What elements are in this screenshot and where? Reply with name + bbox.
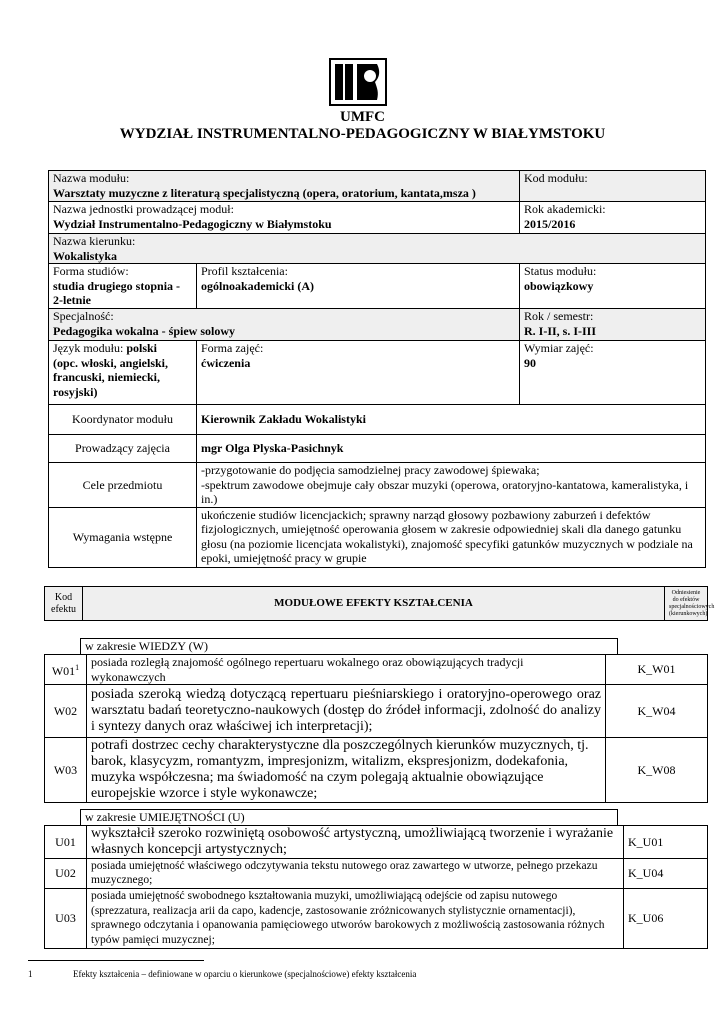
wiedza-text: potrafi dostrzec cechy charakterystyczne dla poszczególnych kierunków muzycznych, tj. barok, klasycyzm, romantyzm, impresjonizm, witalizm, ekspresjonizm, dodekafonia, muzyka współczesna; ma świadomość na czym polegają aktualnie obowiązujące europejskie wzorce i style wykonawcze; <box>87 738 606 803</box>
odniesienie-header: Odniesienie do efektów specjalnościowych (kierunkowych) <box>665 587 708 621</box>
footnote-separator <box>28 960 204 961</box>
wiedza-code-cell <box>45 655 87 685</box>
jednostka-cell <box>49 202 520 234</box>
kierunek-cell <box>49 234 706 264</box>
kod-efektu-header: Kod efektu <box>45 587 83 621</box>
jednostka-label: Nazwa jednostki prowadzącej moduł: <box>53 202 234 216</box>
koordynator-label: Koordynator modułu <box>49 405 197 435</box>
forma-studiow-cell <box>49 264 197 309</box>
wiedza-section-label: w zakresie WIEDZY (W) <box>80 638 618 654</box>
jednostka-value: Wydział Instrumentalno-Pedagogiczny w Białymstoku <box>53 216 332 231</box>
wiedza-code: W03 <box>45 738 87 803</box>
jezyk-value: polski <box>126 341 158 355</box>
rok-akademicki-label: Rok akademicki: <box>524 202 606 216</box>
forma-zajec-cell <box>197 341 520 405</box>
footnote-marker: 1 <box>28 969 33 979</box>
wiedza-code: W02 <box>45 685 87 738</box>
umiejetnosci-ref: K_U04 <box>624 859 708 889</box>
wiedza-ref: K_W08 <box>606 738 708 803</box>
wiedza-ref: K_W01 <box>606 655 708 685</box>
wiedza-code: W01 <box>51 663 76 678</box>
jezyk-note: (opc. włoski, angielski, francuski, niemiecki, rosyjski) <box>53 355 169 399</box>
umiejetnosci-text: posiada umiejętność właściwego odczytywania tekstu nutowego oraz zawartego w utworze, pełnego przekazu muzycznego; <box>87 859 624 889</box>
kierunek-label: Nazwa kierunku: <box>53 234 136 248</box>
koordynator-value: Kierownik Zakładu Wokalistyki <box>197 405 706 435</box>
wymagania-value: ukończenie studiów licencjackich; sprawny narząd głosowy pozbawiony zaburzeń i defektów fizjologicznych, umiejętność operowania głosem w zakresie odpowiedniej skali dla danego gatunku głosu (na poziomie licencjata wokalistyki), znajomość specyfiki gatunków muzycznych w podziale na epoki, umiejętność pracy w grupie <box>197 507 706 567</box>
rok-semestr-cell <box>520 309 706 341</box>
footnote-text: Efekty kształcenia – definiowane w oparciu o kierunkowe (specjalnościowe) efekty kształcenia <box>73 969 417 979</box>
wymiar-cell <box>520 341 706 405</box>
umiejetnosci-code: U02 <box>45 859 87 889</box>
header-line-1: UMFC <box>340 109 385 125</box>
umiejetnosci-ref: K_U01 <box>624 826 708 859</box>
wiedza-table <box>44 654 708 803</box>
forma-zajec-label: Forma zajęć: <box>201 341 264 355</box>
umiejetnosci-code: U01 <box>45 826 87 859</box>
umiejetnosci-section-label: w zakresie UMIEJĘTNOŚCI (U) <box>80 809 618 825</box>
forma-studiow-value: studia drugiego stopnia - 2-letnie <box>53 278 181 307</box>
profil-value: ogólnoakademicki (A) <box>201 278 315 293</box>
status-value: obowiązkowy <box>524 278 594 293</box>
umiejetnosci-table <box>44 825 708 949</box>
header-line-2: WYDZIAŁ INSTRUMENTALNO-PEDAGOGICZNY W BIAŁYMSTOKU <box>119 126 606 142</box>
wiedza-text: posiada szeroką wiedzą dotyczącą repertuaru pieśniarskiego i oratoryjno-operowego oraz warsztatu badań teoretyczno-naukowych (dostęp do źródeł informacji, zdolność do analizy i syntezy danych oraz właściwej ich interpretacji); <box>87 685 606 738</box>
profil-cell <box>197 264 520 309</box>
nazwa-modulu-cell <box>49 171 520 202</box>
nazwa-modulu-value: Warsztaty muzyczne z literaturą specjalistyczną (opera, oratorium, kantata,msza ) <box>53 185 476 200</box>
footnote <box>28 969 708 980</box>
wymagania-label: Wymagania wstępne <box>49 507 197 567</box>
forma-zajec-value: ćwiczenia <box>201 355 251 370</box>
module-info-table <box>48 170 706 568</box>
umfc-logo <box>329 58 387 106</box>
rok-akademicki-cell <box>520 202 706 234</box>
umfc-profile-logo-icon <box>329 58 387 106</box>
wymiar-label: Wymiar zajęć: <box>524 341 594 355</box>
specjalnosc-value: Pedagogika wokalna - śpiew solowy <box>53 323 236 338</box>
efekty-header-table <box>44 586 715 621</box>
specjalnosc-label: Specjalność: <box>53 309 114 323</box>
status-cell <box>520 264 706 309</box>
cele-label: Cele przedmiotu <box>49 463 197 508</box>
umiejetnosci-text: wykształcił szeroko rozwiniętą osobowość artystyczną, umożliwiającą tworzenie i wyrażanie własnych koncepcji artystycznych; <box>87 826 624 859</box>
footnote-ref: 1 <box>75 662 80 672</box>
profil-label: Profil kształcenia: <box>201 264 288 278</box>
rok-semestr-label: Rok / semestr: <box>524 309 594 323</box>
kod-modulu-cell <box>520 171 706 202</box>
specjalnosc-cell <box>49 309 520 341</box>
rok-akademicki-value: 2015/2016 <box>524 216 576 231</box>
prowadzacy-value: mgr Olga Plyska-Pasichnyk <box>197 435 706 463</box>
jezyk-cell <box>49 341 197 405</box>
jezyk-label: Język modułu: <box>53 341 124 355</box>
forma-studiow-label: Forma studiów: <box>53 264 129 278</box>
wymiar-value: 90 <box>524 355 536 370</box>
umiejetnosci-text: posiada umiejętność swobodnego kształtowania muzyki, umożliwiającą odejście od zapisu nutowego (sprezzatura, realizacja arii da capo, kadencje, zastosowanie zróżnicowanych stylistycznie ornamentacji), sprawnego odczytania i opanowania pamięciowego utworów barokowych z możliwością zastosowania różnych typów pamięci muzycznej; <box>87 889 624 949</box>
umiejetnosci-ref: K_U06 <box>624 889 708 949</box>
rok-semestr-value: R. I-II, s. I-III <box>524 323 597 338</box>
cele-value: -przygotowanie do podjęcia samodzielnej pracy zawodowej śpiewaka; -spektrum zawodowe obejmuje cały obszar muzyki (operowa, oratoryjno-kantatowa, kameralistyka, i in.) <box>197 463 706 508</box>
nazwa-modulu-label: Nazwa modułu: <box>53 171 130 185</box>
kierunek-value: Wokalistyka <box>53 248 118 263</box>
kod-modulu-label: Kod modułu: <box>524 171 588 185</box>
umiejetnosci-code: U03 <box>45 889 87 949</box>
wiedza-text: posiada rozległą znajomość ogólnego repertuaru wokalnego oraz obowiązujących tradycji wykonawczych <box>87 655 606 685</box>
prowadzacy-label: Prowadzący zajęcia <box>49 435 197 463</box>
efekty-title: MODUŁOWE EFEKTY KSZTAŁCENIA <box>83 587 665 621</box>
status-label: Status modułu: <box>524 264 597 278</box>
wiedza-ref: K_W04 <box>606 685 708 738</box>
